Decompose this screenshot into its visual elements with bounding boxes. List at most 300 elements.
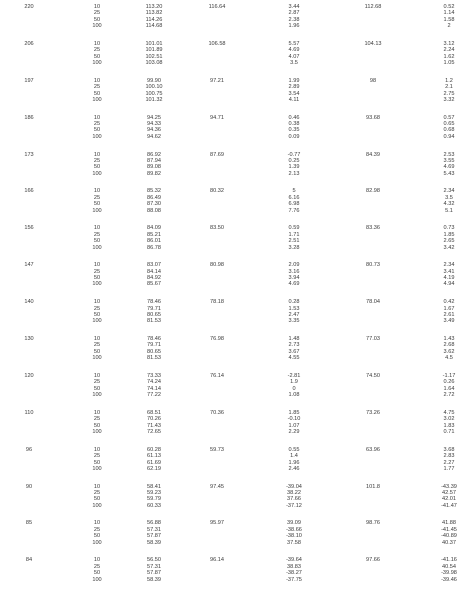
cell-value: 78.46 — [147, 336, 161, 343]
cell-value: 81.53 — [147, 318, 161, 325]
cell-c1 — [86, 41, 108, 67]
cell-value: 100 — [92, 355, 102, 362]
cell-value: 2.65 — [443, 238, 455, 245]
cell-value: 83.36 — [366, 225, 380, 232]
cell-value: 60.28 — [147, 446, 161, 453]
cell-value: 25 — [93, 157, 101, 164]
cell-value: 58.39 — [147, 539, 161, 546]
table-row-group — [0, 78, 474, 115]
table-row-group — [0, 115, 474, 152]
cell-value: 0.38 — [288, 121, 300, 128]
cell-value: 40.37 — [442, 539, 456, 546]
cell-value: 1.2 — [445, 77, 453, 84]
cell-value: 2.1 — [445, 84, 453, 91]
cell-value: 0.35 — [288, 127, 300, 134]
cell-c3 — [200, 4, 234, 10]
cell-value: 0.09 — [288, 133, 300, 140]
cell-value: 10 — [93, 151, 101, 158]
cell-value: 2.27 — [443, 459, 455, 466]
cell-value: 56.88 — [147, 520, 161, 527]
cell-value: 6.16 — [288, 194, 300, 201]
cell-value: 100 — [92, 97, 102, 103]
cell-value: 89.08 — [147, 164, 161, 171]
cell-value: 3.16 — [288, 268, 300, 275]
cell-value: 73.33 — [147, 372, 161, 379]
cell-value: 60.33 — [147, 502, 161, 509]
cell-c5 — [356, 188, 390, 194]
data-table — [0, 4, 474, 594]
cell-value: 80.98 — [210, 262, 224, 269]
cell-c0 — [18, 336, 40, 342]
cell-value: 3.67 — [288, 348, 300, 355]
cell-c1 — [86, 410, 108, 436]
cell-value: 2.68 — [443, 342, 455, 349]
cell-value: -41.16 — [441, 557, 457, 564]
table-row-group — [0, 41, 474, 78]
cell-c2 — [136, 410, 172, 436]
cell-c2 — [136, 115, 172, 141]
cell-c2 — [136, 557, 172, 583]
cell-value: 25 — [93, 47, 101, 54]
table-row-group — [0, 447, 474, 484]
cell-c1 — [86, 520, 108, 546]
cell-value: 0.25 — [288, 157, 300, 164]
cell-value: 93.68 — [366, 114, 380, 121]
cell-value: 94.36 — [147, 127, 161, 134]
cell-c4 — [274, 4, 314, 30]
cell-value: 86.78 — [147, 244, 161, 251]
cell-c5 — [356, 373, 390, 379]
cell-c4 — [274, 225, 314, 251]
cell-value: 38.83 — [287, 563, 301, 570]
cell-value: -39.04 — [286, 483, 302, 490]
cell-value: 50 — [93, 533, 101, 540]
cell-value: 6.98 — [288, 201, 300, 208]
cell-c3 — [200, 188, 234, 194]
cell-value: 88.08 — [147, 207, 161, 214]
cell-value: 78.04 — [366, 299, 380, 306]
cell-value: 173 — [24, 151, 34, 158]
cell-value: 38.22 — [287, 489, 301, 496]
cell-value: 0.55 — [288, 446, 300, 453]
cell-value: 97.21 — [210, 77, 224, 84]
cell-value: 2.87 — [288, 10, 300, 17]
cell-c0 — [18, 152, 40, 158]
cell-value: 10 — [93, 299, 101, 306]
cell-value: 4.69 — [288, 47, 300, 54]
cell-c3 — [200, 115, 234, 121]
cell-value: 58.39 — [147, 576, 161, 583]
cell-value: 0.65 — [443, 121, 455, 128]
cell-c6 — [434, 78, 464, 104]
cell-c0 — [18, 225, 40, 231]
cell-value: 10 — [93, 557, 101, 564]
cell-value: 61.13 — [147, 453, 161, 460]
cell-value: 85.32 — [147, 188, 161, 195]
cell-value: 2.72 — [443, 392, 455, 399]
cell-value: 2.34 — [443, 188, 455, 195]
cell-value: 197 — [24, 77, 34, 84]
cell-value: 96.14 — [210, 557, 224, 564]
cell-c2 — [136, 336, 172, 362]
cell-value: 74.14 — [147, 385, 161, 392]
cell-value: 76.14 — [210, 372, 224, 379]
cell-value: 87.69 — [210, 151, 224, 158]
cell-value: 102.51 — [145, 53, 163, 60]
cell-c6 — [434, 115, 464, 141]
cell-value: 25 — [93, 416, 101, 423]
cell-value: 3.5 — [445, 194, 453, 201]
cell-c5 — [356, 557, 390, 563]
cell-value: 0.57 — [443, 114, 455, 121]
cell-value: 0.52 — [443, 4, 455, 10]
cell-value: 1.83 — [443, 422, 455, 429]
cell-value: 0 — [292, 385, 296, 392]
cell-value: 84.14 — [147, 268, 161, 275]
cell-value: 72.65 — [147, 429, 161, 436]
cell-value: 56.50 — [147, 557, 161, 564]
cell-c1 — [86, 188, 108, 214]
cell-value: -0.10 — [287, 416, 301, 423]
cell-value: 50 — [93, 16, 101, 23]
cell-value: 101.32 — [145, 97, 163, 103]
cell-value: 78.46 — [147, 299, 161, 306]
cell-value: 0.42 — [443, 299, 455, 306]
table-row-group — [0, 225, 474, 262]
cell-c0 — [18, 262, 40, 268]
cell-value: 25 — [93, 379, 101, 386]
cell-c3 — [200, 557, 234, 563]
cell-c2 — [136, 262, 172, 288]
cell-value: 0.46 — [288, 114, 300, 121]
cell-value: 42.01 — [442, 496, 456, 503]
table-row-group — [0, 410, 474, 447]
cell-c2 — [136, 484, 172, 510]
cell-c0 — [18, 115, 40, 121]
cell-value: 1.05 — [443, 60, 455, 67]
cell-value: 83.50 — [210, 225, 224, 232]
cell-value: -37.75 — [286, 576, 302, 583]
cell-value: 84.09 — [147, 225, 161, 232]
cell-value: 1.58 — [443, 16, 455, 23]
cell-value: 2.34 — [443, 262, 455, 269]
cell-value: 2.61 — [443, 311, 455, 318]
cell-value: 186 — [24, 114, 34, 121]
cell-value: 10 — [93, 77, 101, 84]
cell-value: 3.94 — [288, 275, 300, 282]
cell-value: -39.64 — [286, 557, 302, 564]
cell-value: 10 — [93, 188, 101, 195]
cell-value: 59.79 — [147, 496, 161, 503]
table-row-group — [0, 484, 474, 521]
cell-c5 — [356, 41, 390, 47]
cell-value: 3.12 — [443, 40, 455, 47]
cell-value: 37.58 — [287, 539, 301, 546]
cell-c0 — [18, 41, 40, 47]
cell-value: 50 — [93, 570, 101, 577]
cell-c2 — [136, 188, 172, 214]
cell-c5 — [356, 225, 390, 231]
cell-value: 25 — [93, 489, 101, 496]
cell-value: 89.82 — [147, 170, 161, 177]
cell-c1 — [86, 152, 108, 178]
cell-c3 — [200, 520, 234, 526]
cell-c4 — [274, 262, 314, 288]
cell-value: 59.73 — [210, 446, 224, 453]
table-row-group — [0, 262, 474, 299]
cell-c1 — [86, 225, 108, 251]
table-row-group — [0, 373, 474, 410]
cell-value: 100 — [92, 23, 102, 30]
table-row-group — [0, 557, 474, 594]
cell-value: 73.26 — [366, 409, 380, 416]
cell-c6 — [434, 410, 464, 436]
cell-value: 3.55 — [443, 157, 455, 164]
cell-value: 58.41 — [147, 483, 161, 490]
cell-value: 166 — [24, 188, 34, 195]
cell-value: 114.68 — [145, 23, 163, 30]
cell-value: 74.50 — [366, 372, 380, 379]
cell-c5 — [356, 115, 390, 121]
cell-value: 100 — [92, 207, 102, 214]
cell-value: 100 — [92, 170, 102, 177]
cell-value: 57.31 — [147, 563, 161, 570]
cell-value: 1.14 — [443, 10, 455, 17]
cell-value: 25 — [93, 231, 101, 238]
cell-value: 85.67 — [147, 281, 161, 288]
cell-value: -38.27 — [286, 570, 302, 577]
cell-c4 — [274, 336, 314, 362]
cell-c0 — [18, 78, 40, 84]
table-row-group — [0, 299, 474, 336]
cell-value: 96 — [25, 446, 33, 453]
cell-value: 112.68 — [364, 4, 382, 10]
cell-value: 50 — [93, 311, 101, 318]
cell-value: 40.54 — [442, 563, 456, 570]
cell-c0 — [18, 4, 40, 10]
cell-value: 94.62 — [147, 133, 161, 140]
cell-c5 — [356, 4, 390, 10]
cell-value: 100 — [92, 539, 102, 546]
cell-value: 1.48 — [288, 336, 300, 343]
cell-value: 100 — [92, 60, 102, 67]
cell-value: 1.53 — [288, 305, 300, 312]
cell-c0 — [18, 447, 40, 453]
cell-value: -41.45 — [441, 526, 457, 533]
cell-value: 37.66 — [287, 496, 301, 503]
cell-value: -38.66 — [286, 526, 302, 533]
cell-value: 2.13 — [288, 170, 300, 177]
cell-c3 — [200, 41, 234, 47]
cell-value: 1.96 — [288, 23, 300, 30]
cell-c0 — [18, 557, 40, 563]
cell-value: 0.59 — [288, 225, 300, 232]
cell-c4 — [274, 557, 314, 583]
cell-c1 — [86, 4, 108, 30]
cell-value: 1.99 — [288, 77, 300, 84]
cell-value: 4.5 — [445, 355, 453, 362]
cell-value: 10 — [93, 372, 101, 379]
cell-value: 1.4 — [290, 453, 298, 460]
cell-value: 84.39 — [366, 151, 380, 158]
cell-value: 85.21 — [147, 231, 161, 238]
cell-c1 — [86, 262, 108, 288]
cell-value: 50 — [93, 275, 101, 282]
cell-value: 97.66 — [366, 557, 380, 564]
cell-value: 74.24 — [147, 379, 161, 386]
cell-value: 77.03 — [366, 336, 380, 343]
cell-c1 — [86, 115, 108, 141]
cell-value: -43.39 — [441, 483, 457, 490]
cell-c5 — [356, 78, 390, 84]
cell-c6 — [434, 225, 464, 251]
cell-value: 3.68 — [443, 446, 455, 453]
cell-value: 110 — [24, 409, 34, 416]
cell-value: 1.43 — [443, 336, 455, 343]
cell-value: 130 — [24, 336, 34, 343]
cell-c5 — [356, 336, 390, 342]
cell-value: 86.49 — [147, 194, 161, 201]
cell-value: 5 — [292, 188, 296, 195]
cell-c5 — [356, 299, 390, 305]
cell-c4 — [274, 299, 314, 325]
cell-value: 2.51 — [288, 238, 300, 245]
cell-value: 3.62 — [443, 348, 455, 355]
cell-value: 77.22 — [147, 392, 161, 399]
cell-value: 5.43 — [443, 170, 455, 177]
cell-value: 3.32 — [443, 97, 455, 103]
cell-value: 113.20 — [145, 4, 163, 10]
cell-value: 101.8 — [366, 483, 380, 490]
cell-c0 — [18, 299, 40, 305]
cell-value: 50 — [93, 90, 101, 97]
cell-c2 — [136, 41, 172, 67]
cell-c6 — [434, 4, 464, 30]
cell-value: 100 — [92, 502, 102, 509]
cell-value: 2.53 — [443, 151, 455, 158]
cell-value: 98.76 — [366, 520, 380, 527]
cell-value: 79.71 — [147, 342, 161, 349]
cell-value: 68.51 — [147, 409, 161, 416]
cell-c1 — [86, 484, 108, 510]
cell-value: 84.92 — [147, 275, 161, 282]
cell-value: 25 — [93, 121, 101, 128]
cell-value: 70.36 — [210, 409, 224, 416]
cell-value: 78.18 — [210, 299, 224, 306]
cell-c4 — [274, 78, 314, 104]
cell-value: 3.28 — [288, 244, 300, 251]
cell-c4 — [274, 520, 314, 546]
cell-value: 100.75 — [145, 90, 163, 97]
cell-value: 3.49 — [443, 318, 455, 325]
cell-value: 2.83 — [443, 453, 455, 460]
cell-value: 99.90 — [147, 77, 161, 84]
cell-value: 0.71 — [443, 429, 455, 436]
cell-value: 10 — [93, 4, 101, 10]
cell-value: 80.65 — [147, 311, 161, 318]
cell-value: -1.17 — [442, 372, 456, 379]
cell-c6 — [434, 484, 464, 510]
cell-c1 — [86, 299, 108, 325]
cell-c1 — [86, 336, 108, 362]
cell-value: 71.43 — [147, 422, 161, 429]
cell-value: 59.23 — [147, 489, 161, 496]
cell-value: -37.12 — [286, 502, 302, 509]
cell-value: 100 — [92, 133, 102, 140]
cell-value: 10 — [93, 520, 101, 527]
cell-value: 10 — [93, 114, 101, 121]
cell-value: 70.26 — [147, 416, 161, 423]
cell-value: 80.65 — [147, 348, 161, 355]
cell-value: 100 — [92, 392, 102, 399]
table-row-group — [0, 188, 474, 225]
cell-value: 2.24 — [443, 47, 455, 54]
cell-value: 156 — [24, 225, 34, 232]
cell-c4 — [274, 115, 314, 141]
cell-c2 — [136, 447, 172, 473]
cell-value: 0.26 — [443, 379, 455, 386]
table-row-group — [0, 336, 474, 373]
cell-value: 83.07 — [147, 262, 161, 269]
cell-value: 50 — [93, 127, 101, 134]
cell-c2 — [136, 373, 172, 399]
cell-value: 0.73 — [443, 225, 455, 232]
cell-c4 — [274, 188, 314, 214]
cell-c4 — [274, 41, 314, 67]
cell-value: 63.96 — [366, 446, 380, 453]
cell-value: 98 — [369, 77, 377, 84]
cell-value: 1.77 — [443, 465, 455, 472]
cell-c1 — [86, 373, 108, 399]
cell-c4 — [274, 484, 314, 510]
cell-value: 57.87 — [147, 570, 161, 577]
cell-value: 97.45 — [210, 483, 224, 490]
cell-value: 100 — [92, 576, 102, 583]
cell-c3 — [200, 225, 234, 231]
cell-value: 4.75 — [443, 409, 455, 416]
cell-value: 50 — [93, 348, 101, 355]
cell-c6 — [434, 336, 464, 362]
cell-value: 4.69 — [288, 281, 300, 288]
cell-value: 94.25 — [147, 114, 161, 121]
cell-value: 140 — [24, 299, 34, 306]
cell-value: 103.08 — [145, 60, 163, 67]
cell-value: 116.64 — [208, 4, 226, 10]
cell-value: 206 — [24, 40, 34, 47]
cell-value: 25 — [93, 268, 101, 275]
cell-value: 25 — [93, 84, 101, 91]
cell-c2 — [136, 152, 172, 178]
cell-value: 87.30 — [147, 201, 161, 208]
cell-c2 — [136, 78, 172, 104]
cell-c1 — [86, 447, 108, 473]
table-row-group — [0, 4, 474, 41]
cell-c3 — [200, 373, 234, 379]
cell-value: 50 — [93, 201, 101, 208]
cell-value: 2 — [447, 23, 451, 30]
cell-c3 — [200, 299, 234, 305]
cell-value: 50 — [93, 422, 101, 429]
cell-c6 — [434, 41, 464, 67]
cell-value: 3.02 — [443, 416, 455, 423]
cell-c0 — [18, 188, 40, 194]
cell-value: 50 — [93, 496, 101, 503]
cell-value: 1.64 — [443, 385, 455, 392]
cell-c0 — [18, 410, 40, 416]
cell-value: 1.39 — [288, 164, 300, 171]
cell-c3 — [200, 78, 234, 84]
cell-value: 0.94 — [443, 133, 455, 140]
